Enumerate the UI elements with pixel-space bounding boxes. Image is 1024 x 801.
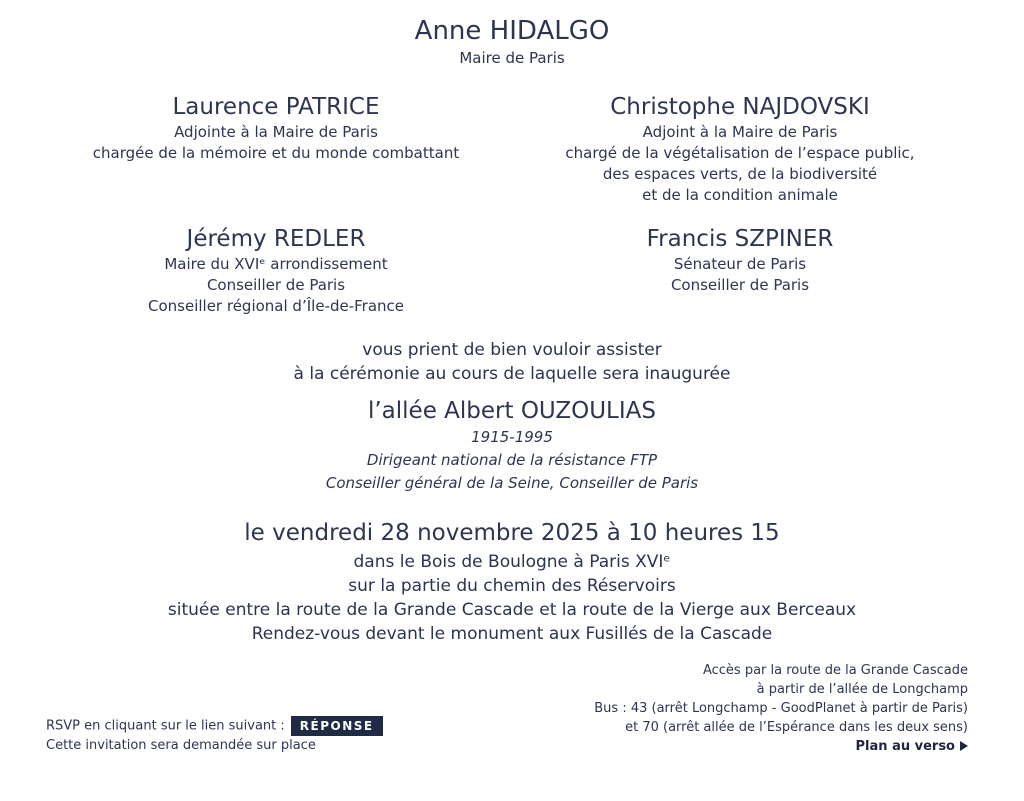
- official-title-line: Sénateur de Paris: [673, 255, 807, 273]
- location-line: Rendez-vous devant le monument aux Fusillés de la Cascade: [251, 624, 773, 644]
- official-redler: [56, 224, 496, 317]
- event-location-block: [0, 550, 1024, 646]
- official-title-line: et de la condition animale: [642, 186, 838, 204]
- allee-role: Dirigeant national de la résistance FTP: [366, 451, 658, 469]
- official-title-line: Maire du XVIᵉ arrondissement: [164, 255, 388, 273]
- event-date-block: [0, 518, 1024, 550]
- access-line: Bus : 43 (arrêt Longchamp - GoodPlanet à partir de Paris): [594, 701, 968, 716]
- official-title-line: Conseiller régional d’Île-de-France: [148, 297, 404, 315]
- reponse-button[interactable]: RÉPONSE: [291, 716, 383, 736]
- invitation-line: vous prient de bien vouloir assister: [362, 340, 662, 360]
- host-block: [0, 14, 1024, 69]
- rsvp-text: RSVP en cliquant sur le lien suivant :: [46, 718, 285, 734]
- access-line: et 70 (arrêt allée de l’Espérance dans les deux sens): [625, 720, 968, 735]
- host-name: Anne HIDALGO: [414, 16, 610, 46]
- location-line: dans le Bois de Boulogne à Paris XVIᵉ: [353, 552, 671, 572]
- official-title-line: des espaces verts, de la biodiversité: [602, 165, 878, 183]
- invitation-line: à la cérémonie au cours de laquelle sera inaugurée: [293, 364, 731, 384]
- official-title-line: Conseiller de Paris: [670, 276, 810, 294]
- invitation-text: [0, 338, 1024, 386]
- official-title-line: Conseiller de Paris: [206, 276, 346, 294]
- access-line: à partir de l’allée de Longchamp: [756, 682, 968, 697]
- allee-role: Conseiller général de la Seine, Conseiller de Paris: [325, 474, 699, 492]
- rsvp-line: [46, 716, 383, 736]
- plan-au-verso-link[interactable]: [856, 737, 968, 756]
- official-title-line: Adjoint à la Maire de Paris: [642, 123, 838, 141]
- official-name: Jérémy REDLER: [186, 226, 366, 252]
- official-name: Christophe NAJDOVSKI: [610, 94, 870, 120]
- official-title-line: chargée de la mémoire et du monde combattant: [92, 144, 460, 162]
- rsvp-note: Cette invitation sera demandée sur place: [46, 738, 316, 753]
- access-info: [594, 661, 968, 737]
- official-szpiner: [520, 224, 960, 296]
- official-name: Francis SZPINER: [646, 226, 834, 252]
- official-title-line: Adjointe à la Maire de Paris: [174, 123, 378, 141]
- play-arrow-icon: [960, 741, 968, 751]
- location-line: située entre la route de la Grande Cascade et la route de la Vierge aux Berceaux: [167, 600, 857, 620]
- allee-dates: 1915-1995: [471, 428, 553, 446]
- allee-block: [0, 396, 1024, 495]
- official-najdovski: [520, 92, 960, 206]
- rsvp-block: [46, 716, 383, 755]
- event-date: le vendredi 28 novembre 2025 à 10 heures 15: [244, 520, 780, 546]
- access-line: Accès par la route de la Grande Cascade: [702, 663, 968, 678]
- host-title: Maire de Paris: [459, 49, 565, 67]
- allee-name: l’allée Albert OUZOULIAS: [367, 398, 656, 424]
- official-patrice: [56, 92, 496, 164]
- location-line: sur la partie du chemin des Réservoirs: [348, 576, 676, 596]
- official-title-line: chargé de la végétalisation de l’espace public,: [565, 144, 915, 162]
- verso-label: Plan au verso: [855, 739, 955, 754]
- official-name: Laurence PATRICE: [172, 94, 380, 120]
